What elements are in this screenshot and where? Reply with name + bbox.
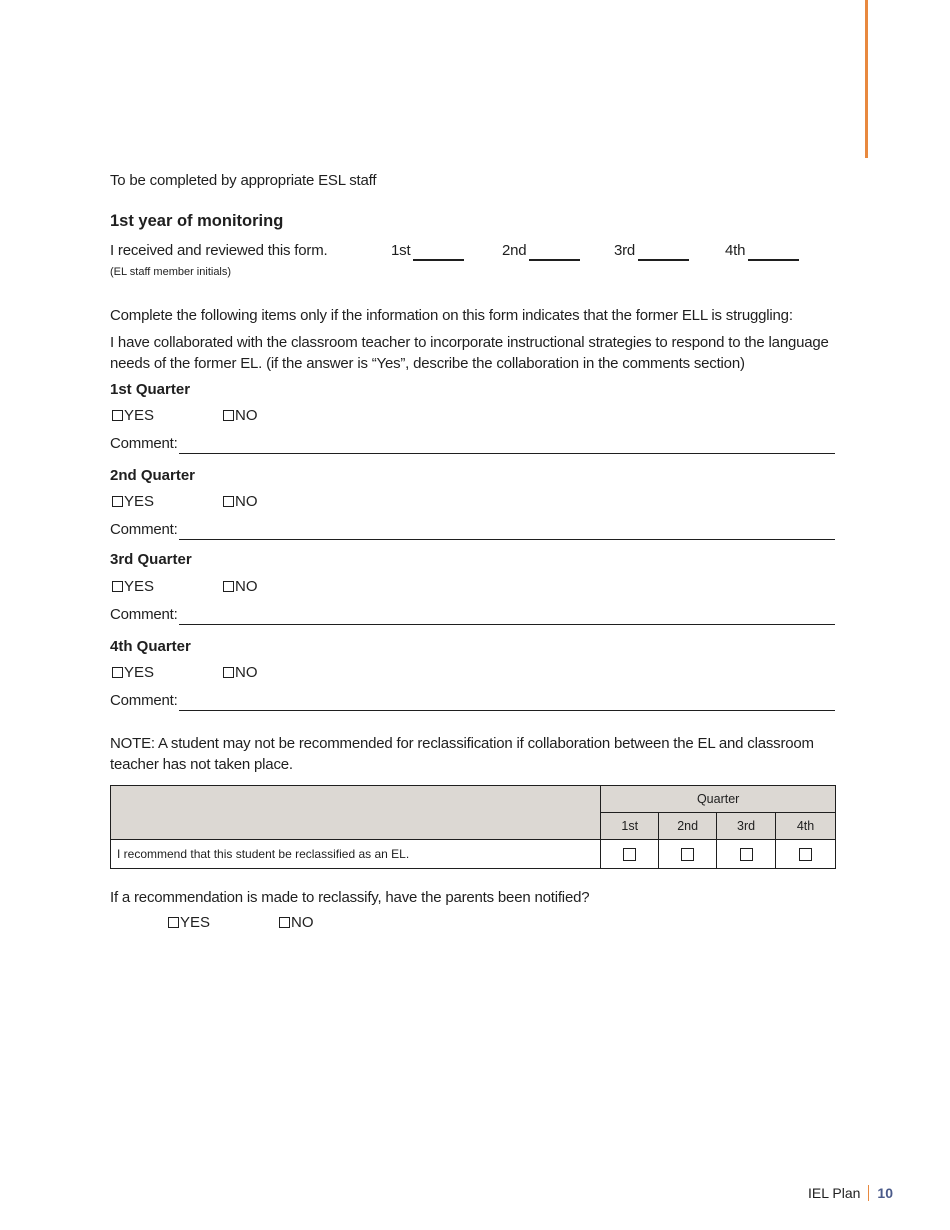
table-row [111, 840, 836, 869]
yes-option[interactable] [112, 664, 154, 681]
page-number: 10 [877, 1185, 893, 1201]
comment-field[interactable] [179, 607, 835, 625]
checkbox-icon[interactable] [112, 581, 123, 592]
checkbox-icon[interactable] [223, 581, 234, 592]
quarter-label: 3rd Quarter [110, 551, 192, 568]
checkbox-icon[interactable] [112, 410, 123, 421]
no-label: NO [291, 914, 314, 931]
initials-field[interactable] [638, 244, 689, 261]
comment-label: Comment: [110, 692, 178, 709]
no-label: NO [235, 578, 258, 595]
checkbox-icon[interactable] [740, 848, 753, 861]
struggling-text: Complete the following items only if the information on this form indicates that the former ELL is struggling: [110, 307, 793, 324]
checkbox-icon[interactable] [623, 848, 636, 861]
recommend-statement: I recommend that this student be reclassified as an EL. [111, 840, 601, 869]
comment-row [110, 690, 835, 711]
initials-2nd [502, 240, 580, 261]
initials-field[interactable] [413, 244, 464, 261]
yes-label: YES [124, 493, 155, 510]
initials-3rd [614, 240, 689, 261]
checkbox-cell [601, 840, 659, 869]
yes-label: YES [124, 664, 155, 681]
initials-label: 2nd [502, 242, 527, 259]
checkbox-icon[interactable] [112, 496, 123, 507]
checkbox-icon[interactable] [681, 848, 694, 861]
quarter-header: Quarter [601, 786, 836, 813]
initials-label: 4th [725, 242, 746, 259]
no-option[interactable] [223, 578, 258, 595]
column-header: 3rd [717, 813, 776, 840]
no-label: NO [235, 407, 258, 424]
checkbox-cell [717, 840, 776, 869]
checkbox-icon[interactable] [223, 410, 234, 421]
checkbox-icon[interactable] [168, 917, 179, 928]
yes-option[interactable] [112, 407, 154, 424]
checkbox-icon[interactable] [223, 667, 234, 678]
checkbox-cell [776, 840, 836, 869]
no-option[interactable] [223, 407, 258, 424]
comment-label: Comment: [110, 606, 178, 623]
parents-no-option[interactable] [279, 914, 314, 931]
section-heading: 1st year of monitoring [110, 212, 284, 230]
comment-field[interactable] [179, 436, 835, 454]
initials-note: (EL staff member initials) [110, 266, 232, 278]
comment-row [110, 604, 835, 625]
checkbox-icon[interactable] [112, 667, 123, 678]
collaboration-text: I have collaborated with the classroom teacher to incorporate instructional strategies to respond to the language needs of the former EL. (if the answer is “Yes”, describe the collaboration in the comments section) [110, 334, 829, 372]
checkbox-cell [659, 840, 717, 869]
no-label: NO [235, 493, 258, 510]
yes-option[interactable] [112, 578, 154, 595]
table-blank-header [111, 786, 601, 840]
footer-divider [868, 1185, 869, 1201]
comment-field[interactable] [179, 522, 835, 540]
yes-option[interactable] [112, 493, 154, 510]
quarter-label: 1st Quarter [110, 381, 191, 398]
checkbox-icon[interactable] [223, 496, 234, 507]
comment-field[interactable] [179, 693, 835, 711]
parents-yes-option[interactable] [168, 914, 210, 931]
initials-label: 3rd [614, 242, 636, 259]
initials-1st [391, 240, 464, 261]
no-option[interactable] [223, 493, 258, 510]
column-header: 2nd [659, 813, 717, 840]
yes-label: YES [124, 407, 155, 424]
initials-label: 1st [391, 242, 411, 259]
initials-field[interactable] [748, 244, 799, 261]
yes-label: YES [124, 578, 155, 595]
no-label: NO [235, 664, 258, 681]
comment-row [110, 433, 835, 454]
no-option[interactable] [223, 664, 258, 681]
checkbox-icon[interactable] [279, 917, 290, 928]
document-name: IEL Plan [808, 1185, 861, 1201]
quarter-label: 2nd Quarter [110, 467, 196, 484]
intro-text: To be completed by appropriate ESL staff [110, 172, 377, 189]
recommendation-table [110, 785, 836, 869]
page-footer [808, 1185, 893, 1201]
parents-question: If a recommendation is made to reclassify, have the parents been notified? [110, 889, 590, 906]
comment-label: Comment: [110, 435, 178, 452]
comment-row [110, 519, 835, 540]
initials-field[interactable] [529, 244, 580, 261]
initials-4th [725, 240, 799, 261]
yes-label: YES [180, 914, 211, 931]
column-header: 1st [601, 813, 659, 840]
checkbox-icon[interactable] [799, 848, 812, 861]
comment-label: Comment: [110, 521, 178, 538]
note-text: NOTE: A student may not be recommended for reclassification if collaboration between the EL and classroom teacher has not taken place. [110, 735, 814, 773]
received-text: I received and reviewed this form. [110, 242, 328, 259]
quarter-label: 4th Quarter [110, 638, 191, 655]
accent-bar [865, 0, 868, 158]
column-header: 4th [776, 813, 836, 840]
